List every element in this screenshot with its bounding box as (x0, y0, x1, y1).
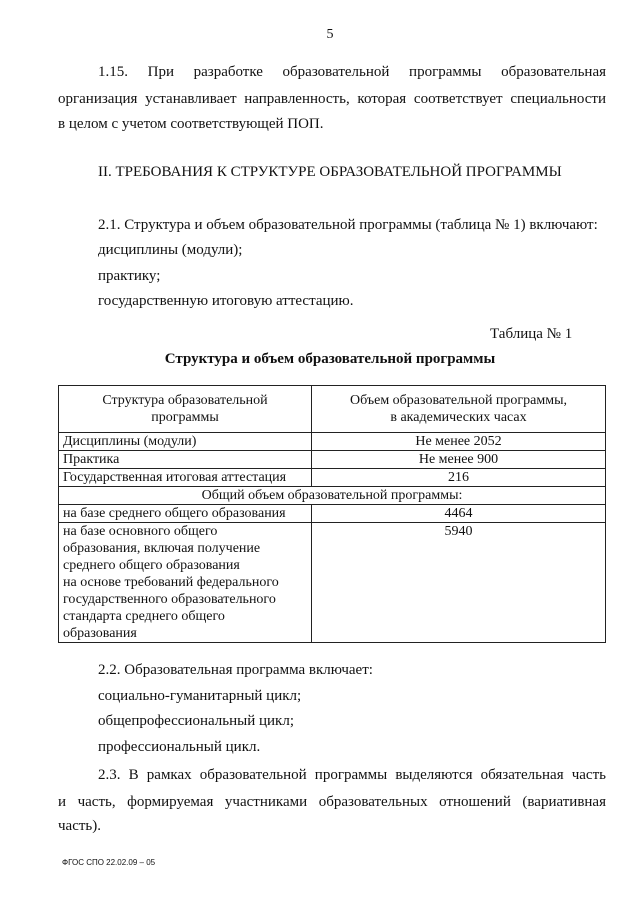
row-label-line: государственного образовательного (63, 592, 276, 607)
program-structure-table (58, 385, 606, 643)
list-item: практику; (98, 268, 161, 284)
row-label-line: среднего общего образования (63, 558, 240, 573)
row-label: Практика (59, 451, 312, 469)
row-label-line: стандарта среднего общего (63, 609, 225, 624)
paragraph-1-15-line-2: организация устанавливает направленность, которая соответствует специальности (58, 91, 606, 107)
table-row (59, 433, 606, 451)
header-text: Объем образовательной программы, (349, 393, 568, 408)
table-caption: Структура и объем образовательной программы (164, 351, 496, 367)
table-label: Таблица № 1 (490, 326, 573, 342)
header-text: Структура образовательной (102, 393, 268, 408)
list-item: дисциплины (модули); (98, 242, 243, 258)
header-cell-structure (59, 386, 312, 433)
paragraph-1-15-line-1: 1.15. При разработке образовательной программы образовательная (98, 64, 606, 80)
table-row (59, 523, 606, 643)
list-item: общепрофессиональный цикл; (98, 713, 294, 729)
row-label-line: на основе требований федерального (63, 575, 279, 590)
row-value: 5940 (312, 523, 606, 643)
list-item: социально-гуманитарный цикл; (98, 688, 302, 704)
paragraph-2-3-line-1: 2.3. В рамках образовательной программы выделяются обязательная часть (98, 767, 606, 783)
table-row (59, 469, 606, 487)
paragraph-2-1-intro: 2.1. Структура и объем образовательной программы (таблица № 1) включают: (98, 217, 598, 233)
row-value: 4464 (312, 505, 606, 523)
header-text: программы (151, 410, 219, 425)
table-header-row (59, 386, 606, 433)
table-row (59, 487, 606, 505)
section-heading: II. ТРЕБОВАНИЯ К СТРУКТУРЕ ОБРАЗОВАТЕЛЬНОЙ ПРОГРАММЫ (98, 164, 562, 180)
table-row (59, 505, 606, 523)
row-label-line: на базе основного общего (63, 524, 218, 539)
total-volume-heading: Общий объем образовательной программы: (59, 487, 606, 505)
page-number: 5 (326, 27, 334, 42)
header-text: в академических часах (390, 410, 527, 425)
paragraph-2-2-intro: 2.2. Образовательная программа включает: (98, 662, 373, 678)
row-label: Дисциплины (модули) (59, 433, 312, 451)
row-label (59, 523, 312, 643)
row-label: Государственная итоговая аттестация (59, 469, 312, 487)
header-cell-volume (312, 386, 606, 433)
row-label: на базе среднего общего образования (59, 505, 312, 523)
row-value: Не менее 2052 (312, 433, 606, 451)
document-footer: ФГОС СПО 22.02.09 – 05 (62, 858, 156, 867)
row-value: 216 (312, 469, 606, 487)
list-item: профессиональный цикл. (98, 739, 261, 755)
row-label-line: образования, включая получение (63, 541, 261, 556)
table-row (59, 451, 606, 469)
paragraph-1-15-line-3: в целом с учетом соответствующей ПОП. (58, 116, 324, 132)
row-label-line: образования (63, 626, 137, 641)
row-value: Не менее 900 (312, 451, 606, 469)
paragraph-2-3-line-3: часть). (58, 818, 102, 834)
paragraph-2-3-line-2: и часть, формируемая участниками образовательных отношений (вариативная (58, 794, 606, 810)
list-item: государственную итоговую аттестацию. (98, 293, 354, 309)
